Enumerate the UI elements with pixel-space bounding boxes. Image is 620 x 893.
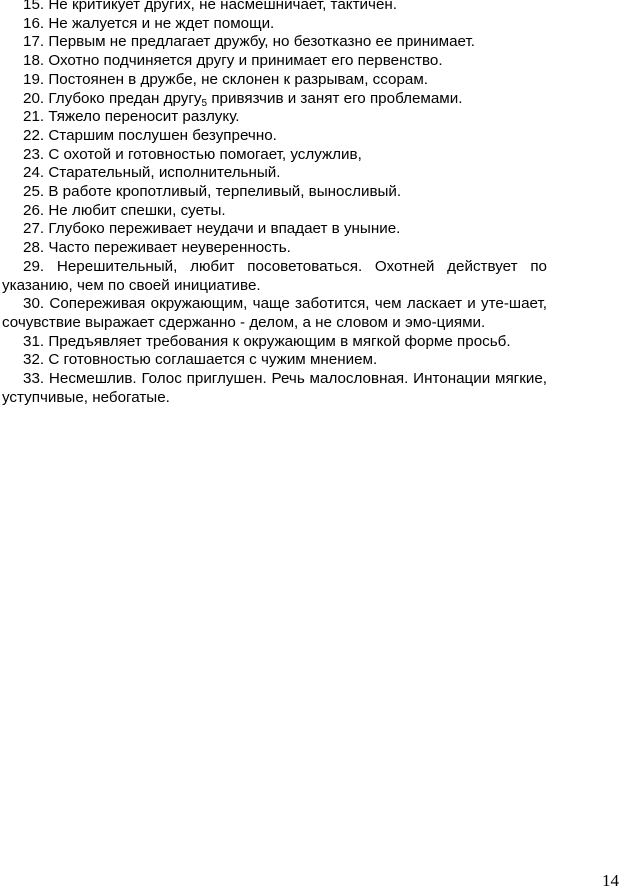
list-item-20-text: 20. Глубоко предан другу <box>23 89 202 107</box>
list-item-15: 15. Не критикует других, не насмешничает, тактичен. <box>23 0 398 13</box>
document-body <box>2 0 547 407</box>
list-item-18: 18. Охотно подчиняется другу и принимает его первенство. <box>23 52 443 70</box>
list-item-25: 25. В работе кропотливый, терпеливый, выносливый. <box>23 183 402 201</box>
list-item-20-text-end: привязчив и занят его проблемами. <box>207 89 463 107</box>
list-item-17: 17. Первым не предлагает дружбу, но безотказно ее принимает. <box>23 33 475 51</box>
list-item-32: 32. С готовностью соглашается с чужим мнением. <box>23 351 378 369</box>
list-item-20 <box>2 90 547 109</box>
list-item-29: 29. Нерешительный, любит посоветоваться. Охотней действует по указанию, чем по своей инициативе. <box>2 257 547 294</box>
list-item-31: 31. Предъявляет требования к окружающим в мягкой форме просьб. <box>23 332 511 350</box>
list-item-28: 28. Часто переживает неуверенность. <box>23 239 291 257</box>
list-item-16: 16. Не жалуется и не ждет помощи. <box>23 14 275 32</box>
list-item-19: 19. Постоянен в дружбе, не склонен к разрывам, ссорам. <box>23 70 428 88</box>
list-item-30: 30. Сопереживая окружающим, чаще заботится, чем ласкает и уте-шает, сочувствие выражает сдержанно - делом, а не словом и эмо-циями. <box>2 295 547 331</box>
list-item-21: 21. Тяжело переносит разлуку. <box>23 108 240 126</box>
list-item-22: 22. Старшим послушен безупречно. <box>23 126 277 144</box>
list-item-24: 24. Старательный, исполнительный. <box>23 164 281 182</box>
list-item-33: 33. Несмешлив. Голос приглушен. Речь малословная. Интонации мягкие, уступчивые, небогатые. <box>2 370 547 406</box>
footnote-marker: 5 <box>201 97 208 109</box>
list-item-26: 26. Не любит спешки, суеты. <box>23 201 226 219</box>
page-number: 14 <box>602 871 619 890</box>
list-item-27: 27. Глубоко переживает неудачи и впадает в уныние. <box>23 220 401 238</box>
list-item-23: 23. С охотой и готовностью помогает, услужлив, <box>23 145 362 163</box>
